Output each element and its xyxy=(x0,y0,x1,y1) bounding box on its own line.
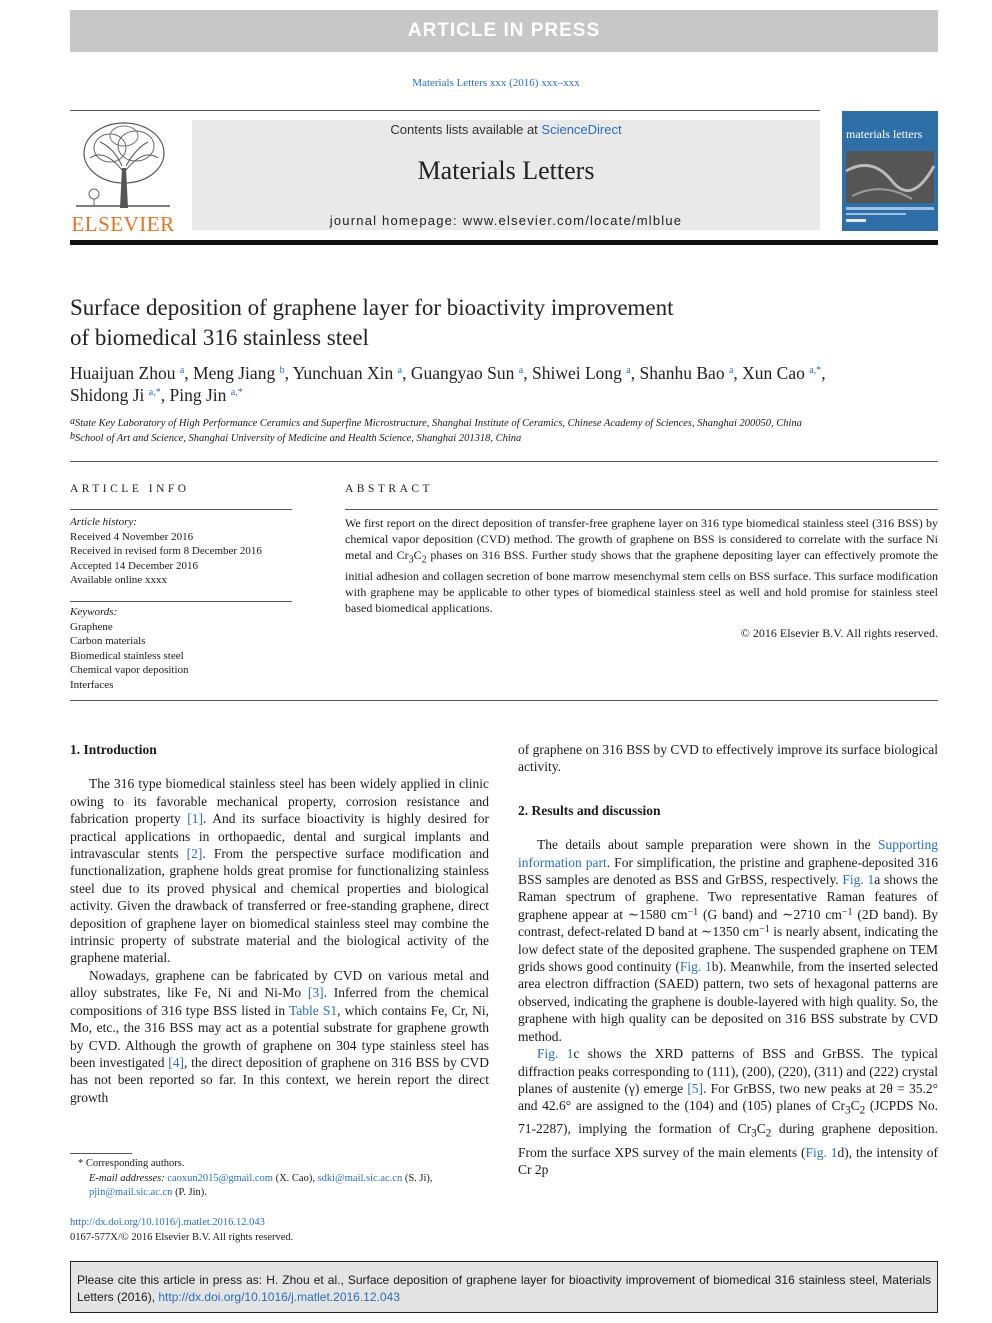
reference-link[interactable]: [5] xyxy=(687,1080,704,1096)
keyword: Graphene xyxy=(70,620,113,633)
article-in-press-banner: ARTICLE IN PRESS xyxy=(70,10,938,52)
right-column xyxy=(518,741,938,1178)
email-link[interactable]: sdki@mail.sic.ac.cn xyxy=(317,1172,403,1184)
citation-doi-link[interactable]: http://dx.doi.org/10.1016/j.matlet.2016.12.043 xyxy=(158,1290,400,1304)
author: Guangyao Sun $^a$ xyxy=(410,363,524,383)
author: Ping Jin $^{a,*}$ xyxy=(169,385,243,405)
footnote-rule xyxy=(70,1153,132,1154)
email-link[interactable]: caoxun2015@gmail.com xyxy=(167,1172,273,1184)
journal-reference-link[interactable]: Materials Letters xxx (2016) xxx–xxx xyxy=(412,77,580,89)
cover-title: materials letters xyxy=(846,127,923,141)
body-rule xyxy=(70,700,938,701)
section-heading: 2. Results and discussion xyxy=(518,802,661,818)
keywords: Keywords: Graphene Carbon materials Biomedical stainless steel Chemical vapor deposition Interfaces xyxy=(70,605,310,692)
keyword: Chemical vapor deposition xyxy=(70,664,189,676)
article-info-heading: ARTICLE INFO xyxy=(70,483,190,495)
article-history: Article history: Received 4 November 2016 Received in revised form 8 December 2016 Accepted 14 December 2016 Available online xxxx xyxy=(70,516,262,586)
supporting-info-link[interactable]: Supporting information part xyxy=(518,837,938,870)
keyword: Interfaces xyxy=(70,678,114,691)
info-rule xyxy=(70,509,292,510)
paragraph: Nowadays, graphene can be fabricated by CVD on various metal and alloy substrates, like Fe, Ni and Ni-Mo [3]. Inferred from the chemical compositions of 316 type BSS listed in Table S1, which contains Fe, Cr, Ni, Mo, etc., the 316 BSS may act as a potential substrate for graphene growth by CVD. Although the growth of graphene on 304 type stainless steel has been investigated [4], the direct deposition of graphene on 316 BSS by CVD has not been reported so far. In this context, we herein report the direct growth xyxy=(70,967,490,1105)
reference-link[interactable]: [4] xyxy=(168,1054,184,1070)
abstract-heading: ABSTRACT xyxy=(345,483,434,495)
figure-link[interactable]: Fig. 1 xyxy=(805,1144,838,1160)
reference-link[interactable]: [1] xyxy=(187,811,204,827)
info-rule xyxy=(70,601,292,602)
contents-line: Contents lists available at ScienceDirect xyxy=(390,122,622,137)
left-column xyxy=(70,741,489,1106)
affiliation-a: $^a$State Key Laboratory of High Performance Ceramics and Superfine Microstructure, Shanghai Institute of Ceramics, Chinese Academy of Sciences, Shanghai 200050, China xyxy=(70,416,802,429)
author: Shidong Ji $^{a,*}$ xyxy=(70,385,161,405)
reference-link[interactable]: [2] xyxy=(186,846,203,862)
author: Xun Cao $^{a,*}$ xyxy=(742,363,822,383)
doi-link[interactable]: http://dx.doi.org/10.1016/j.matlet.2016.12.043 xyxy=(70,1217,265,1228)
affiliation-b: $^b$School of Art and Science, Shanghai University of Medicine and Health Science, Shanghai 201318, China xyxy=(70,430,522,444)
author: Yunchuan Xin $^a$ xyxy=(292,363,403,383)
figure-link[interactable]: Fig. 1 xyxy=(842,872,875,888)
sciencedirect-link[interactable]: ScienceDirect xyxy=(541,122,622,137)
email-link[interactable]: pjin@mail.sic.ac.cn xyxy=(89,1187,173,1198)
citation-box: Please cite this article in press as: H. Zhou et al., Surface deposition of graphene layer for bioactivity improvement of biomedical 316 stainless steel, Materials Letters (2016), http://dx.doi.org/10.1016/j.matlet.2016.12.043 xyxy=(70,1261,938,1313)
author: Shanhu Bao $^a$ xyxy=(639,363,734,383)
doi-block: http://dx.doi.org/10.1016/j.matlet.2016.12.043 0167-577X/© 2016 Elsevier B.V. All rights reserved. xyxy=(70,1217,294,1243)
abstract-rule xyxy=(345,509,938,510)
elsevier-wordmark: ELSEVIER xyxy=(71,212,175,236)
table-link[interactable]: Table S1 xyxy=(288,1002,338,1018)
paragraph: The 316 type biomedical stainless steel has been widely applied in clinic owing to its favorable mechanical property, corrosion resistance and fabrication property [1]. And its surface bioactivity is highly desired for practical applications in orthopaedic, dental and surgical implants and intravascular stents [2]. From the perspective surface modification and functionalization, graphene holds great promise for functionalizing stainless steel due to its proved physical and chemical properties and biological activity. Given the drawback of transferred or free-standing graphene, direct deposition of graphene layer on biomedical stainless steel may combine the intrinsic property of substrate material and the biological activity of the graphene material. xyxy=(70,776,489,966)
author: Meng Jiang $^b$ xyxy=(193,363,285,383)
footnote: * Corresponding authors. E-mail addresses: caoxun2015@gmail.com (X. Cao), sdki@mail.sic.ac.cn (S. Ji), pjin@mail.sic.ac.cn (P. Jin). xyxy=(78,1158,433,1198)
article-title: Surface deposition of graphene layer for bioactivity improvement of biomedical 316 stainless steel xyxy=(70,295,674,350)
author-list: Huaijuan Zhou $^a$, Meng Jiang $^b$, Yunchuan Xin $^a$, Guangyao Sun $^a$, Shiwei Long $^a$, Shanhu Bao $^a$, Xun Cao $^{a,*}$, Shidong Ji $^{a,*}$, Ping Jin $^{a,*}$ xyxy=(70,363,826,405)
paragraph-continued: of graphene on 316 BSS by CVD to effectively improve its surface biological activity. xyxy=(518,742,938,775)
paragraph: Fig. 1c shows the XRD patterns of BSS and GrBSS. The typical diffraction peaks corresponding to (111), (200), (220), (311) and (222) crystal planes of austenite (γ) emerge [5]. For GrBSS, two new peaks at 2θ = 35.2° and 42.6° are assigned to the (104) and (105) planes of $Cr_3C_2$ (JCPDS No. 71-2287), implying the formation of $Cr_3C_2$ during graphene deposition. From the surface XPS survey of the main elements (Fig. 1d), the intensity of Cr 2p xyxy=(518,1046,938,1177)
section-heading: 1. Introduction xyxy=(70,742,157,757)
abstract-copyright: © 2016 Elsevier B.V. All rights reserved. xyxy=(740,626,938,640)
header-rule xyxy=(70,110,820,111)
keyword: Biomedical stainless steel xyxy=(70,649,184,662)
keyword: Carbon materials xyxy=(70,635,146,647)
affiliations xyxy=(70,417,938,446)
author: Shiwei Long $^a$ xyxy=(531,363,631,383)
journal-name: Materials Letters xyxy=(417,156,595,185)
figure-link[interactable]: Fig. 1 xyxy=(537,1046,574,1062)
author: Huaijuan Zhou $^a$ xyxy=(70,363,185,383)
figure-link[interactable]: Fig. 1 xyxy=(679,959,712,975)
journal-homepage[interactable]: journal homepage: www.elsevier.com/locate/mlblue xyxy=(329,213,683,228)
section-rule xyxy=(70,461,938,462)
abstract-text: We first report on the direct deposition of transfer-free graphene layer on 316 type biomedical stainless steel (316 BSS) by chemical vapor deposition (CVD) method. The growth of graphene on BSS is considered to correlate with the surface Ni metal and $Cr_3C_2$ phases on 316 BSS. Further study shows that the graphene depositing layer can effectively promote the initial adhesion and collagen secretion of bone marrow mesenchymal stem cells on BSS surface. This surface modification with graphene may be applicable to other types of biomedical stainless steel as well and hold promise for stainless steel based biomedical applications. xyxy=(345,516,938,616)
header-thick-rule xyxy=(70,240,938,245)
paragraph: The details about sample preparation were shown in the Supporting information part. For simplification, the pristine and graphene-deposited 316 BSS samples are denoted as BSS and GrBSS, respectively. Fig. 1a shows the Raman spectrum of graphene. Two representative Raman features of graphene appear at ∼1580 $cm^{-1}$ (G band) and ∼2710 $cm^{-1}$ (2D band). By contrast, defect-related D band at ∼1350 $cm^{-1}$ is nearly absent, indicating the low defect state of the deposited graphene. The suspended graphene on TEM grids shows good continuity (Fig. 1b). Meanwhile, from the inserted selected area electron diffraction (SAED) pattern, two sets of hexagonal patterns are observed, indicating the graphene is double-layered with high quality. So, the graphene with high quality can be deposited on 316 BSS substrate by CVD method. xyxy=(518,837,939,1044)
reference-link[interactable]: [3] xyxy=(307,985,324,1001)
